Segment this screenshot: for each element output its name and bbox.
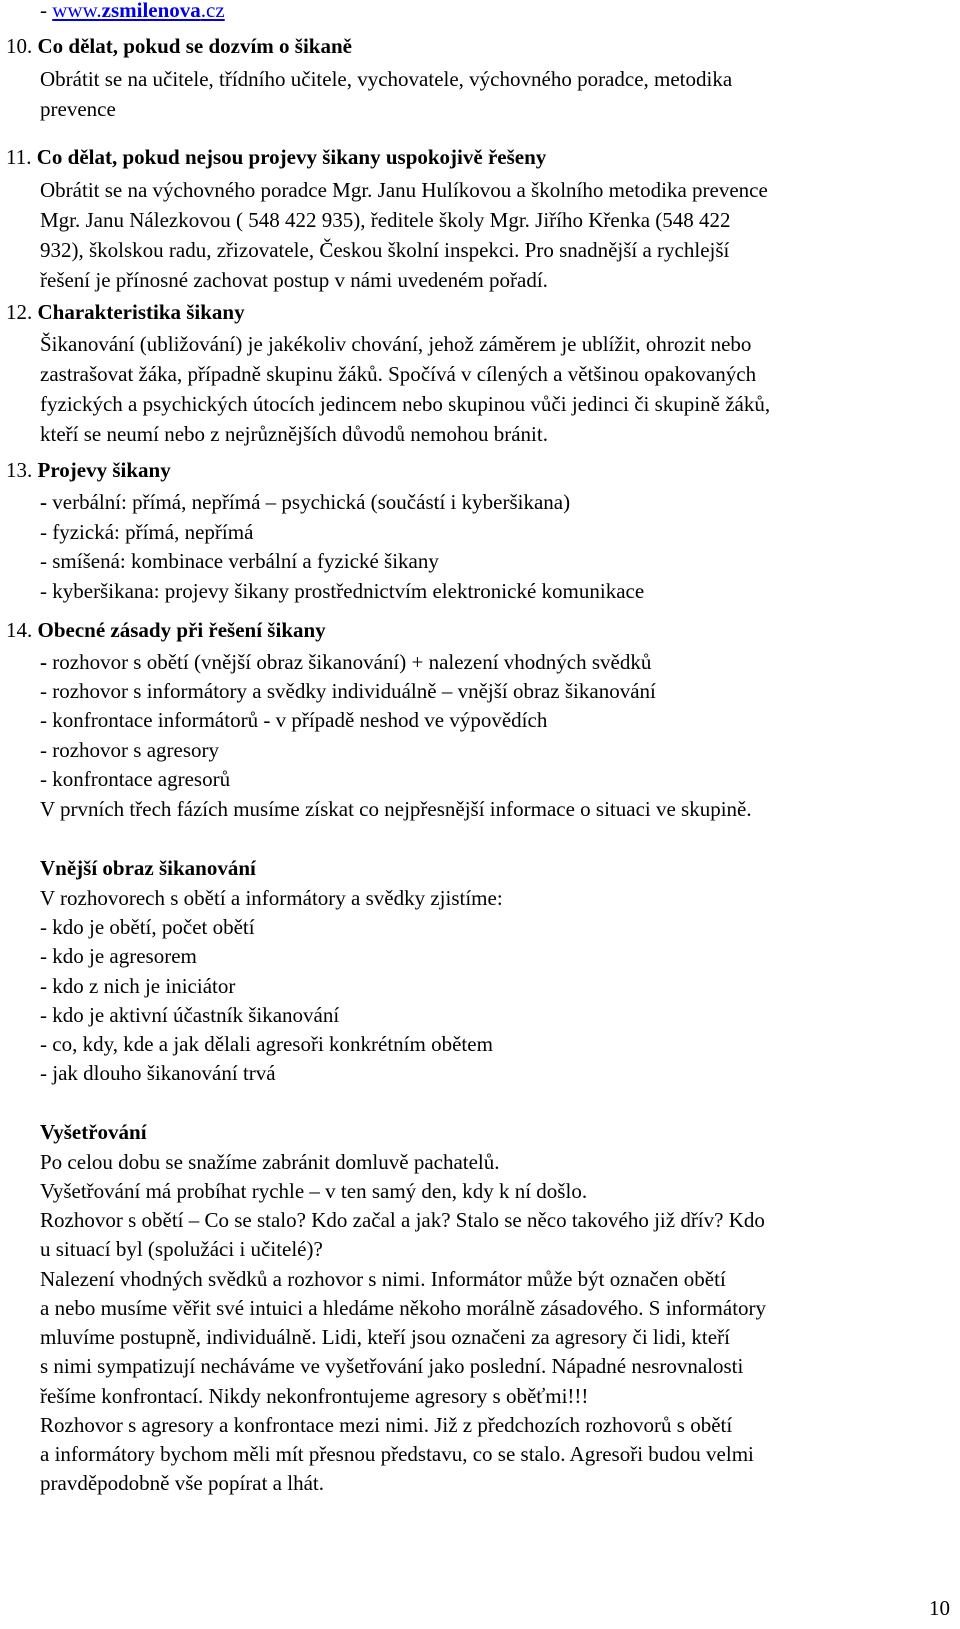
text-line: řešíme konfrontací. Nikdy nekonfrontujeme agresory s oběťmi!!! — [40, 1384, 589, 1408]
section-number: 10. — [6, 34, 33, 58]
section-number: 11. — [6, 145, 32, 169]
text-line: V rozhovorech s obětí a informátory a svědky zjistíme: — [40, 886, 503, 910]
text-line: V prvních třech fázích musíme získat co nejpřesnější informace o situaci ve skupině. — [40, 797, 752, 821]
page-number: 10 — [929, 1596, 950, 1620]
section-title: Co dělat, pokud se dozvím o šikaně — [37, 34, 352, 58]
section-10-heading — [6, 34, 352, 58]
text-line: Obrátit se na výchovného poradce Mgr. Janu Hulíkovou a školního metodika prevence — [40, 178, 768, 202]
section-11-heading — [6, 145, 546, 169]
subsection-title: Vyšetřování — [40, 1120, 147, 1144]
section-12-heading — [6, 300, 245, 324]
text-line: 932), školskou radu, zřizovatele, Českou školní inspekci. Pro snadnější a rychlejší — [40, 238, 730, 262]
text-line: Rozhovor s obětí – Co se stalo? Kdo začal a jak? Stalo se něco takového již dřív? Kdo — [40, 1208, 765, 1232]
section-13-heading — [6, 458, 171, 482]
section-title: Projevy šikany — [37, 458, 171, 482]
section-14-heading — [6, 618, 326, 642]
list-item: - verbální: přímá, nepřímá – psychická (součástí i kyberšikana) — [40, 490, 571, 514]
text-line: Po celou dobu se snažíme zabránit domluvě pachatelů. — [40, 1150, 500, 1174]
list-item: - jak dlouho šikanování trvá — [40, 1061, 276, 1085]
list-item: - kdo je agresorem — [40, 944, 197, 968]
list-item: - rozhovor s obětí (vnější obraz šikanování) + nalezení vhodných svědků — [40, 650, 652, 674]
list-item: - kdo je aktivní účastník šikanování — [40, 1003, 340, 1027]
section-title: Charakteristika šikany — [37, 300, 245, 324]
text-line: fyzických a psychických útocích jedincem nebo skupinou vůči jedinci či skupině žáků, — [40, 392, 771, 416]
section-number: 13. — [6, 458, 33, 482]
list-item: - rozhovor s informátory a svědky individuálně – vnější obraz šikanování — [40, 679, 656, 703]
list-item: - kdo z nich je iniciátor — [40, 974, 236, 998]
text-line: s nimi sympatizují necháváme ve vyšetřování jako poslední. Nápadné nesrovnalosti — [40, 1354, 744, 1378]
text-line: Šikanování (ubližování) je jakékoliv chování, jehož záměrem je ublížit, ohrozit nebo — [40, 332, 752, 356]
list-item: - kyberšikana: projevy šikany prostřednictvím elektronické komunikace — [40, 579, 645, 603]
text-line: řešení je přínosné zachovat postup v námi uvedeném pořadí. — [40, 268, 548, 292]
text-line: mluvíme postupně, individuálně. Lidi, kteří jsou označeni za agresory či lidi, kteří — [40, 1325, 730, 1349]
text-line: u situací byl (spolužáci i učitelé)? — [40, 1237, 323, 1261]
list-item: - rozhovor s agresory — [40, 738, 220, 762]
school-website-link[interactable]: www.zsmilenova.cz — [52, 0, 225, 22]
list-item: - kdo je obětí, počet obětí — [40, 915, 255, 939]
text-line: zastrašovat žáka, případně skupinu žáků. Spočívá v cílených a většinou opakovaných — [40, 362, 757, 386]
section-title: Co dělat, pokud nejsou projevy šikany uspokojivě řešeny — [36, 145, 547, 169]
text-line: Mgr. Janu Nálezkovou ( 548 422 935), ředitele školy Mgr. Jiřího Křenka (548 422 — [40, 208, 731, 232]
section-number: 14. — [6, 618, 33, 642]
text-line: prevence — [40, 97, 116, 121]
list-item: - konfrontace agresorů — [40, 767, 231, 791]
list-item: - co, kdy, kde a jak dělali agresoři konkrétním obětem — [40, 1032, 493, 1056]
text-line: Nalezení vhodných svědků a rozhovor s nimi. Informátor může být označen obětí — [40, 1267, 726, 1291]
text-line: pravděpodobně vše popírat a lhát. — [40, 1471, 324, 1495]
text-line: kteří se neumí nebo z nejrůznějších důvodů nemohou bránit. — [40, 422, 548, 446]
section-title: Obecné zásady při řešení šikany — [37, 618, 326, 642]
list-item: - fyzická: přímá, nepřímá — [40, 520, 254, 544]
text-line: Rozhovor s agresory a konfrontace mezi nimi. Již z předchozích rozhovorů s obětí — [40, 1413, 733, 1437]
link-line — [40, 0, 225, 22]
list-item: - konfrontace informátorů - v případě neshod ve výpovědích — [40, 708, 548, 732]
text-line: Obrátit se na učitele, třídního učitele, vychovatele, výchovného poradce, metodika — [40, 67, 733, 91]
dash: - — [40, 0, 53, 22]
list-item: - smíšená: kombinace verbální a fyzické šikany — [40, 549, 439, 573]
subsection-title: Vnější obraz šikanování — [40, 856, 256, 880]
text-line: a informátory bychom měli mít přesnou představu, co se stalo. Agresoři budou velmi — [40, 1442, 754, 1466]
text-line: a nebo musíme věřit své intuici a hledáme někoho morálně zásadového. S informátory — [40, 1296, 767, 1320]
text-line: Vyšetřování má probíhat rychle – v ten samý den, kdy k ní došlo. — [40, 1179, 588, 1203]
section-number: 12. — [6, 300, 33, 324]
